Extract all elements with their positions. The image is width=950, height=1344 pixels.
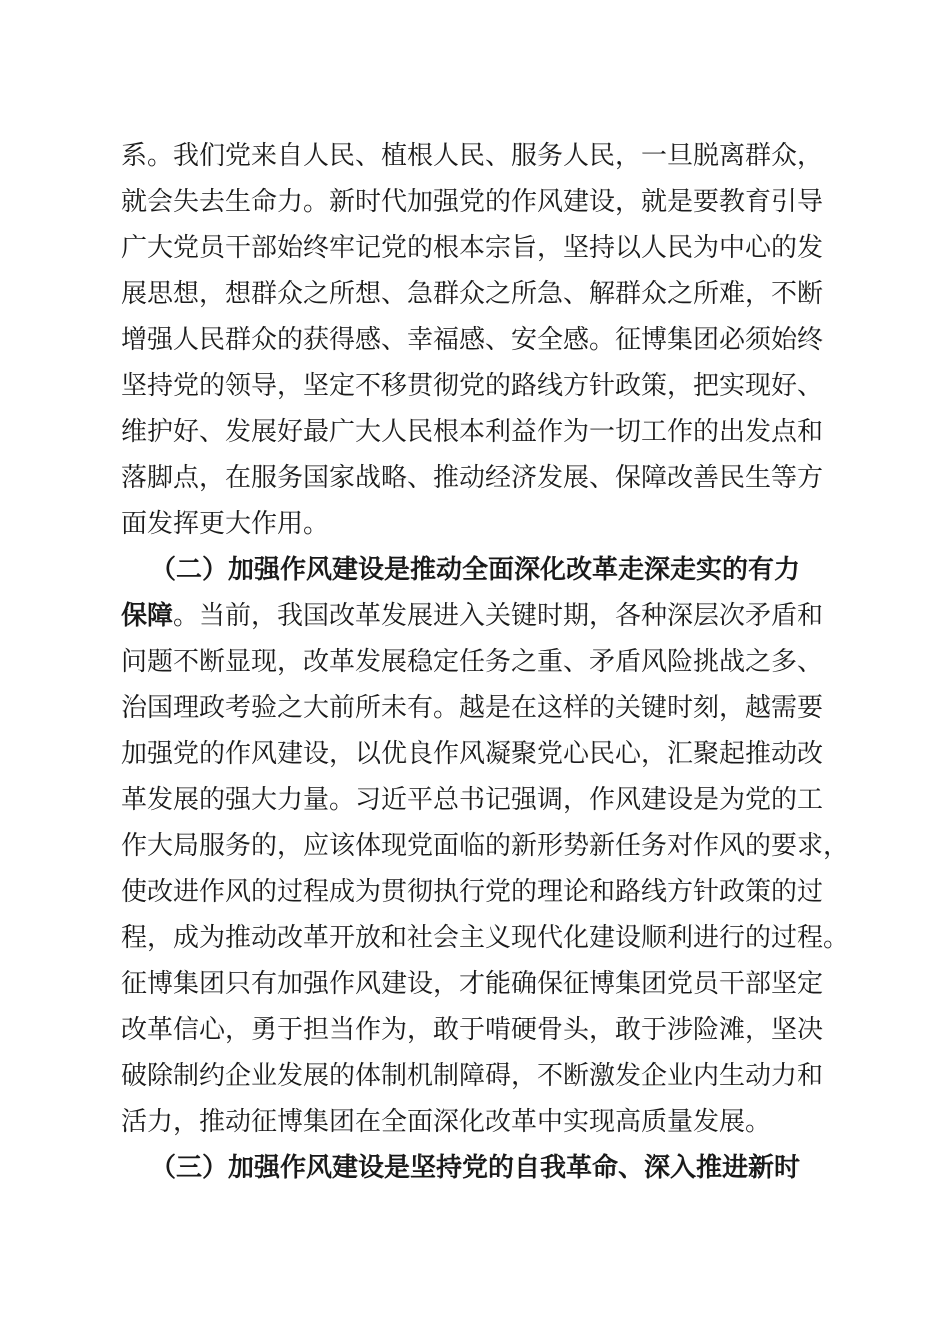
line-text: 加强党的作风建设，以优良作风凝聚党心民心，汇聚起推动改: [121, 739, 824, 769]
text-line: [121, 596, 823, 636]
text-line: [121, 964, 823, 1004]
text-line: [121, 274, 823, 314]
line-text: 破除制约企业发展的体制机制障碍，不断激发企业内生动力和: [121, 1061, 824, 1091]
text-line: [121, 136, 823, 176]
text-line: [121, 1102, 771, 1142]
line-text: 系。我们党来自人民、植根人民、服务人民，一旦脱离群众，: [121, 141, 824, 171]
section-heading-3: [150, 1148, 800, 1188]
line-text: 作大局服务的，应该体现党面临的新形势新任务对作风的要求，: [121, 831, 850, 861]
text-line: [121, 642, 823, 682]
text-line: [121, 734, 823, 774]
line-text: 落脚点，在服务国家战略、推动经济发展、保障改善民生等方: [121, 463, 824, 493]
text-line: [121, 826, 849, 866]
heading-text: （二）加强作风建设是推动全面深化改革走深走实的有力: [150, 555, 801, 585]
text-line: [121, 458, 823, 498]
text-line: [121, 780, 823, 820]
text-line: [121, 1056, 823, 1096]
line-text: 使改进作风的过程成为贯彻执行党的理论和路线方针政策的过: [121, 877, 824, 907]
heading-text: 保障: [121, 601, 174, 631]
text-line: [121, 182, 823, 222]
line-text: 程，成为推动改革开放和社会主义现代化建设顺利进行的过程。: [121, 923, 850, 953]
text-line: [121, 228, 823, 268]
line-text: 就会失去生命力。新时代加强党的作风建设，就是要教育引导: [121, 187, 824, 217]
line-text: 。当前，我国改革发展进入关键时期，各种深层次矛盾和: [173, 601, 824, 631]
line-text: 展思想，想群众之所想、急群众之所急、解群众之所难，不断: [121, 279, 824, 309]
text-line: [121, 1010, 823, 1050]
text-line: [121, 918, 849, 958]
line-text: 广大党员干部始终牢记党的根本宗旨，坚持以人民为中心的发: [121, 233, 824, 263]
text-line: [121, 320, 823, 360]
line-text: 问题不断显现，改革发展稳定任务之重、矛盾风险挑战之多、: [121, 647, 824, 677]
text-line: [121, 412, 823, 452]
line-text: 改革信心，勇于担当作为，敢于啃硬骨头，敢于涉险滩，坚决: [121, 1015, 824, 1045]
line-text: 维护好、发展好最广大人民根本利益作为一切工作的出发点和: [121, 417, 824, 447]
text-line: [121, 688, 823, 728]
text-line: [121, 366, 823, 406]
text-line: [121, 504, 329, 544]
line-text: 增强人民群众的获得感、幸福感、安全感。征博集团必须始终: [121, 325, 824, 355]
text-line: [121, 872, 823, 912]
section-heading-2: [150, 550, 800, 590]
line-text: 面发挥更大作用。: [121, 509, 330, 539]
line-text: 坚持党的领导，坚定不移贯彻党的路线方针政策，把实现好、: [121, 371, 824, 401]
line-text: 征博集团只有加强作风建设，才能确保征博集团党员干部坚定: [121, 969, 824, 999]
line-text: 治国理政考验之大前所未有。越是在这样的关键时刻，越需要: [121, 693, 824, 723]
line-text: 革发展的强大力量。习近平总书记强调，作风建设是为党的工: [121, 785, 824, 815]
heading-text: （三）加强作风建设是坚持党的自我革命、深入推进新时: [150, 1153, 801, 1183]
line-text: 活力，推动征博集团在全面深化改革中实现高质量发展。: [121, 1107, 772, 1137]
